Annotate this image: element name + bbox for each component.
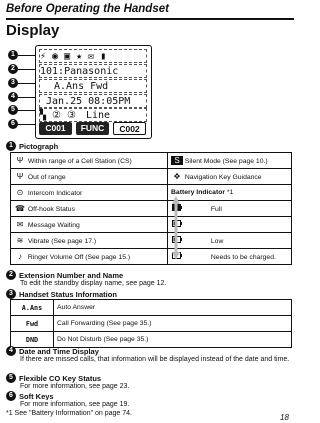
soft-keys-title: Soft Keys xyxy=(19,391,54,401)
softkey-center[interactable]: FUNC xyxy=(76,122,109,135)
pictograph-label: Message Waiting xyxy=(27,222,80,229)
status-desc: Do Not Disturb (See page 35.) xyxy=(54,332,292,348)
date-time-body: If there are missed calls, that information will be displayed instead of the date and time. xyxy=(20,356,290,363)
date-time-title: Date and Time Display xyxy=(19,346,99,356)
flexible-co-num: 5 xyxy=(6,373,16,383)
lcd-status-row: A.Ans Fwd xyxy=(39,79,147,93)
pictograph-label: Out of range xyxy=(27,174,66,181)
pictograph-label: Off-hook Status xyxy=(27,206,75,213)
footnote: *1 See "Battery Information" on page 74. xyxy=(6,410,132,417)
battery-indicator-heading xyxy=(168,185,292,201)
pictograph-cell xyxy=(11,217,168,233)
pictograph-cell xyxy=(11,185,168,201)
callout-1: 1 xyxy=(8,50,18,60)
callout-5: 5 xyxy=(8,105,18,115)
antenna-icon: Ψ xyxy=(16,156,24,165)
pictograph-label: Ringer Volume Off (See page 15.) xyxy=(27,254,131,261)
softkey-left[interactable]: C001 xyxy=(39,122,72,135)
lcd-co-key-icons: ▚ ② ③ xyxy=(40,110,76,121)
lcd-co-key-row xyxy=(39,108,147,122)
handset-status-heading xyxy=(6,289,117,299)
battery-label: Low xyxy=(210,238,224,245)
flexible-co-title: Flexible CO Key Status xyxy=(19,373,102,383)
battery-label: Full xyxy=(210,206,222,213)
soft-keys-body: For more information, see page 19. xyxy=(20,401,130,408)
extension-body: To edit the standby display name, see page 12. xyxy=(20,280,167,287)
status-code: DND xyxy=(11,332,54,348)
callout-6: 6 xyxy=(8,119,18,129)
battery-cell xyxy=(168,201,292,217)
status-code: A.Ans xyxy=(11,300,54,316)
pictograph-label: Vibrate (See page 17.) xyxy=(27,238,97,245)
page-title: Display xyxy=(6,22,60,39)
flexible-co-body: For more information, see page 23. xyxy=(20,383,130,390)
status-desc: Call Forwarding (See page 35.) xyxy=(54,316,292,332)
pictograph-heading xyxy=(6,141,58,151)
handset-status-num: 3 xyxy=(6,289,16,299)
lcd-line-label: Line xyxy=(86,110,111,121)
handset-status-table xyxy=(10,299,292,348)
page-header: Before Operating the Handset xyxy=(6,3,169,15)
callout-4: 4 xyxy=(8,92,18,102)
page-number: 18 xyxy=(280,413,289,422)
battery-footnote-ref: *1 xyxy=(226,189,234,196)
silent-mode-icon: S xyxy=(171,156,183,165)
lcd-pictograph-row: ⚡ ◉ ▣ ★ ✉ ▮ xyxy=(39,49,147,63)
battery-cell xyxy=(168,217,292,233)
handset-status-title: Handset Status Information xyxy=(19,289,117,299)
battery-cell xyxy=(168,249,292,265)
navigation-key-icon: ✥ xyxy=(173,172,181,181)
status-code: Fwd xyxy=(11,316,54,332)
pictograph-label: Within range of a Cell Station (CS) xyxy=(27,158,132,165)
message-icon: ✉ xyxy=(16,220,24,229)
soft-keys-num: 6 xyxy=(6,391,16,401)
battery-label: Needs to be charged. xyxy=(210,254,276,261)
pictograph-label: Silent Mode (See page 10.) xyxy=(184,158,268,165)
callout-2: 2 xyxy=(8,64,18,74)
off-hook-icon: ☎ xyxy=(15,204,25,213)
pictograph-title: Pictograph xyxy=(19,141,59,151)
lcd-extension-row: 101:Panasonic xyxy=(39,64,147,78)
softkey-right[interactable]: C002 xyxy=(113,122,146,135)
pictograph-cell xyxy=(168,169,292,185)
battery-cell xyxy=(168,233,292,249)
date-time-num: 4 xyxy=(6,346,16,356)
pictograph-cell xyxy=(11,169,168,185)
pictograph-label: Intercom Indicator xyxy=(27,190,83,197)
ringer-off-icon: ♪ xyxy=(18,252,22,261)
pictograph-cell xyxy=(11,153,168,169)
pictograph-cell xyxy=(11,233,168,249)
battery-indicator-label: Battery Indicator xyxy=(171,189,226,196)
battery-level-arrow xyxy=(172,196,180,260)
handset-display xyxy=(35,45,152,139)
intercom-icon: ⊙ xyxy=(16,188,24,197)
pictograph-table xyxy=(10,152,292,265)
callout-3: 3 xyxy=(8,78,18,88)
lcd-datetime-row: Jan.25 08:05PM xyxy=(39,94,147,108)
pictograph-cell xyxy=(168,153,292,169)
status-desc: Auto Answer xyxy=(54,300,292,316)
pictograph-cell xyxy=(11,249,168,265)
extension-title: Extension Number and Name xyxy=(19,270,124,280)
header-rule xyxy=(6,18,294,20)
vibrate-icon: ≋ xyxy=(16,236,24,245)
pictograph-label: Navigation Key Guidance xyxy=(184,174,262,181)
extension-num: 2 xyxy=(6,270,16,280)
pictograph-num: 1 xyxy=(6,141,16,151)
antenna-out-icon: Ψ xyxy=(16,172,24,181)
pictograph-cell xyxy=(11,201,168,217)
